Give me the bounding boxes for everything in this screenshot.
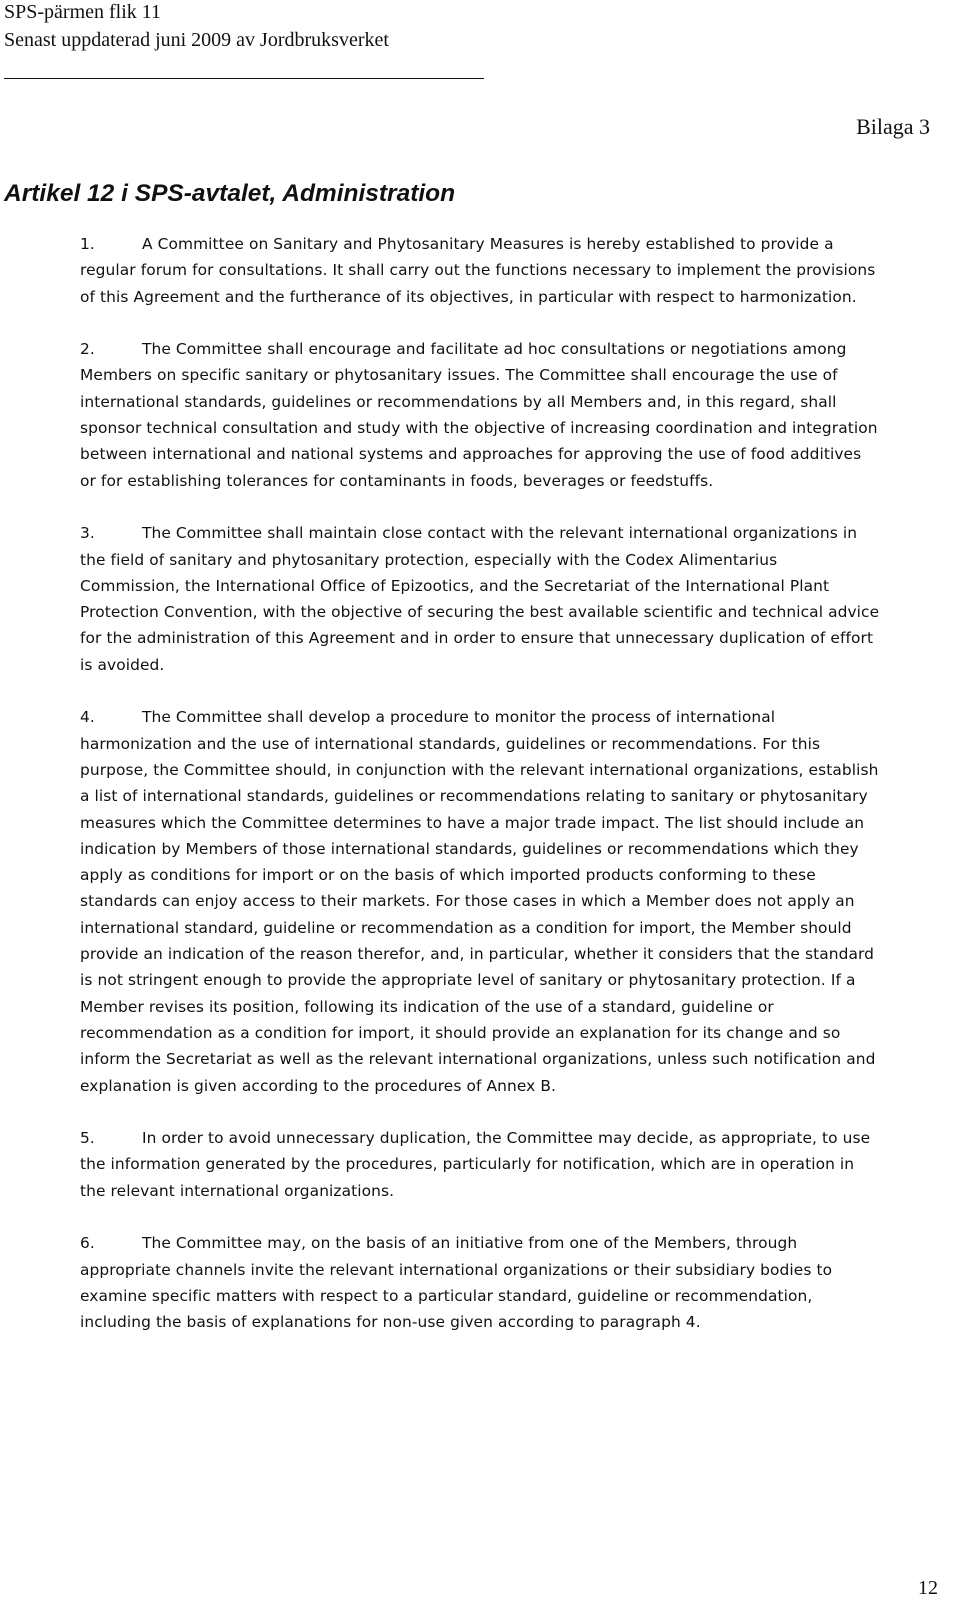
header-title: SPS-pärmen flik 11 xyxy=(4,1,162,23)
paragraph-number: 3. xyxy=(80,524,95,543)
paragraph-number: 1. xyxy=(80,235,95,253)
header-divider xyxy=(4,78,484,79)
paragraph-text: The Committee shall encourage and facilitate ad hoc consultations or negotiations among Members on specific sanitary or phytosanitary issues. The Committee shall encourage the use of international standards, guidelines or recommendations by all Members and, in this regard, shall sponsor technical consultation and study with the objective of increasing coordination and integration between international and national systems and approaches for approving the use of food additives or for establishing tolerances for contaminants in foods, beverages or feedstuffs. xyxy=(80,340,878,490)
paragraph-text: The Committee may, on the basis of an initiative from one of the Members, through appropriate channels invite the relevant international organizations or their subsidiary bodies to examine specific matters with respect to a particular standard, guideline or recommendation, including the basis of explanations for non-use given according to paragraph 4. xyxy=(80,1234,833,1332)
paragraph-2 xyxy=(80,336,880,494)
paragraph-3 xyxy=(80,520,880,678)
paragraph-text: The Committee shall develop a procedure to monitor the process of international harmonization and the use of international standards, guidelines or recommendations. For this purpose, the Committee should, in conjunction with the relevant international organizations, establish a list of international standards, guidelines or recommendations relating to sanitary or phytosanitary measures which the Committee determines to have a major trade impact. The list should include an indication by Members of those international standards, guidelines or recommendations which they apply as conditions for import or on the basis of which imported products conforming to these standards can enjoy access to their markets. For those cases in which a Member does not apply an international standard, guideline or recommendation as a condition for import, the Member should provide an indication of the reason therefor, and, in particular, whether it considers that the standard is not stringent enough to provide the appropriate level of sanitary or phytosanitary protection. If a Member revises its position, following its indication of the use of a standard, guideline or recommendation as a condition for import, it should provide an explanation for its change and so inform the Secretariat as well as the relevant international organizations, unless such notification and explanation is given according to the procedures of Annex B. xyxy=(80,708,879,1095)
paragraph-1 xyxy=(80,231,880,310)
header-updated-note: Senast uppdaterad juni 2009 av Jordbruksverket xyxy=(4,29,389,51)
paragraph-number: 5. xyxy=(80,1129,95,1148)
paragraph-number: 6. xyxy=(80,1234,95,1253)
paragraph-text: The Committee shall maintain close contact with the relevant international organizations in the field of sanitary and phytosanitary protection, especially with the Codex Alimentarius Commission, the International Office of Epizootics, and the Secretariat of the International Plant Protection Convention, with the objective of securing the best available scientific and technical advice for the administration of this Agreement and in order to ensure that unnecessary duplication of effort is avoided. xyxy=(80,524,880,674)
page-title: Artikel 12 i SPS-avtalet, Administration xyxy=(4,180,456,207)
paragraph-4 xyxy=(80,704,880,1098)
paragraph-number: 2. xyxy=(80,340,95,359)
paragraph-text: In order to avoid unnecessary duplication, the Committee may decide, as appropriate, to use the information generated by the procedures, particularly for notification, which are in operation in the relevant international organizations. xyxy=(80,1129,871,1200)
page-number: 12 xyxy=(918,1577,938,1599)
paragraph-text: A Committee on Sanitary and Phytosanitary Measures is hereby established to provide a regular forum for consultations. It shall carry out the functions necessary to implement the provisions of this Agreement and the furtherance of its objectives, in particular with respect to harmonization. xyxy=(80,235,876,306)
paragraph-6 xyxy=(80,1230,880,1335)
annex-label: Bilaga 3 xyxy=(856,114,930,139)
paragraph-number: 4. xyxy=(80,708,95,727)
article-body xyxy=(80,231,880,1362)
paragraph-5 xyxy=(80,1125,880,1204)
